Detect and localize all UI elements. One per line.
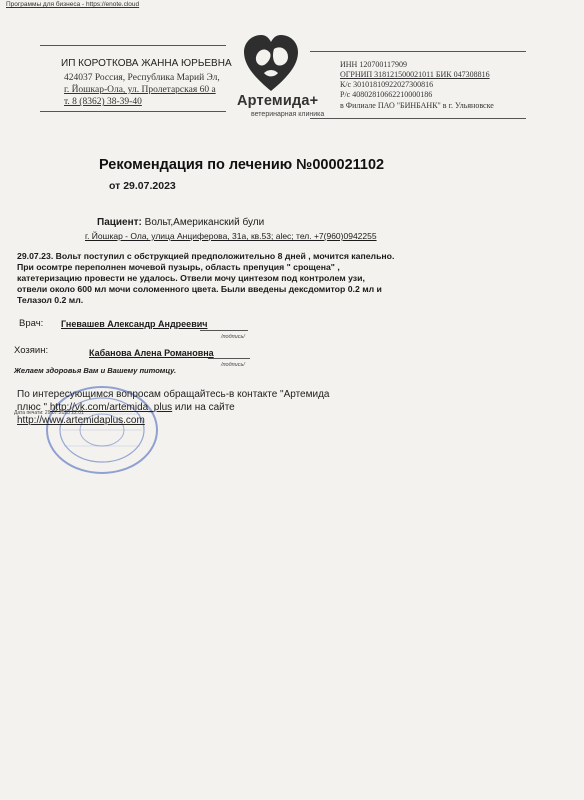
clinic-address-line2: г. Йошкар-Ола, ул. Пролетарская 60 а [64,85,216,95]
contact-prefix: По интересующимся вопросам обращайтесь-в контакте "Артемида плюс " [17,389,330,413]
patient-address: г. Йошкар - Ола, улица Анциферова, 31а, кв.53; alec; тел. +7(960)0942255 [85,231,377,241]
patient-label: Пациент: [97,217,142,228]
site-link[interactable]: http://www.artemidaplus.com [17,415,145,426]
settlement-account-line: Р/с 40802810662210000186 [340,90,433,99]
document-date: от 29.07.2023 [109,180,176,192]
header-right-top-rule [310,51,526,52]
vk-link[interactable]: http://vk.com/artemida_plus [49,402,173,413]
corr-account-line: К/с 30101810922027300816 [340,80,434,89]
patient-value: Вольт,Американский були [144,217,265,228]
doctor-name: Гневашев Александр Андреевич [61,319,208,329]
bank-line: в Филиале ПАО "БИНБАНК" в г. Ульяновске [340,101,494,110]
owner-label: Хозяин: [14,345,49,356]
clinic-owner-name: ИП КОРОТКОВА ЖАННА ЮРЬЕВНА [61,58,232,69]
clinic-logo-name: Артемида+ [237,93,319,109]
wish-text: Желаем здоровья Вам и Вашему питомцу. [14,366,177,375]
clinic-phone: т. 8 (8362) 38-39-40 [64,97,142,107]
document-title: Рекомендация по лечению №000021102 [99,157,385,173]
doctor-sign-label: /подпись/ [221,334,245,340]
doctor-signature-line [200,330,248,331]
header-left-top-rule [40,45,226,46]
owner-sign-label: /подпись/ [221,362,245,368]
header-left-bottom-rule [40,111,226,112]
contact-middle: или на сайте [174,402,235,413]
recommendation-text: 29.07.23. Вольт поступил с обструкцией предположительно 8 дней , мочится капельно. При осомтре переполнен мочевой пузырь, область препуция " срощена" , катетеризацию провести не удалось. Отвели мочу цинтезом под контролем узи, отвели около 600 мл мочи соломенного цвета. Были введены дексдомитор 0.2 мл и Телазол 0.2 мл. [17,251,395,305]
clinic-logo-subtitle: ветеринарная клиника [251,111,325,118]
contact-block [17,388,347,427]
top-note-link[interactable]: Программы для бизнеса - https://enote.cloud [6,1,140,8]
doctor-label: Врач: [19,318,44,329]
owner-signature-line [208,358,250,359]
ogrn-bik-line: ОГРНИП 318121500021011 БИК 047308816 [340,70,490,79]
clinic-address-line1: 424037 Россия, Республика Марий Эл, [64,73,220,83]
inn-line: ИНН 120700117909 [340,60,408,69]
header-right-bottom-rule [310,118,526,119]
print-date: Дата печати: 29.07.2023 22:01 [14,410,84,416]
clinic-logo-heart-icon [242,33,300,93]
owner-name: Кабанова Алена Романовна [89,348,214,358]
patient-line [97,217,264,228]
